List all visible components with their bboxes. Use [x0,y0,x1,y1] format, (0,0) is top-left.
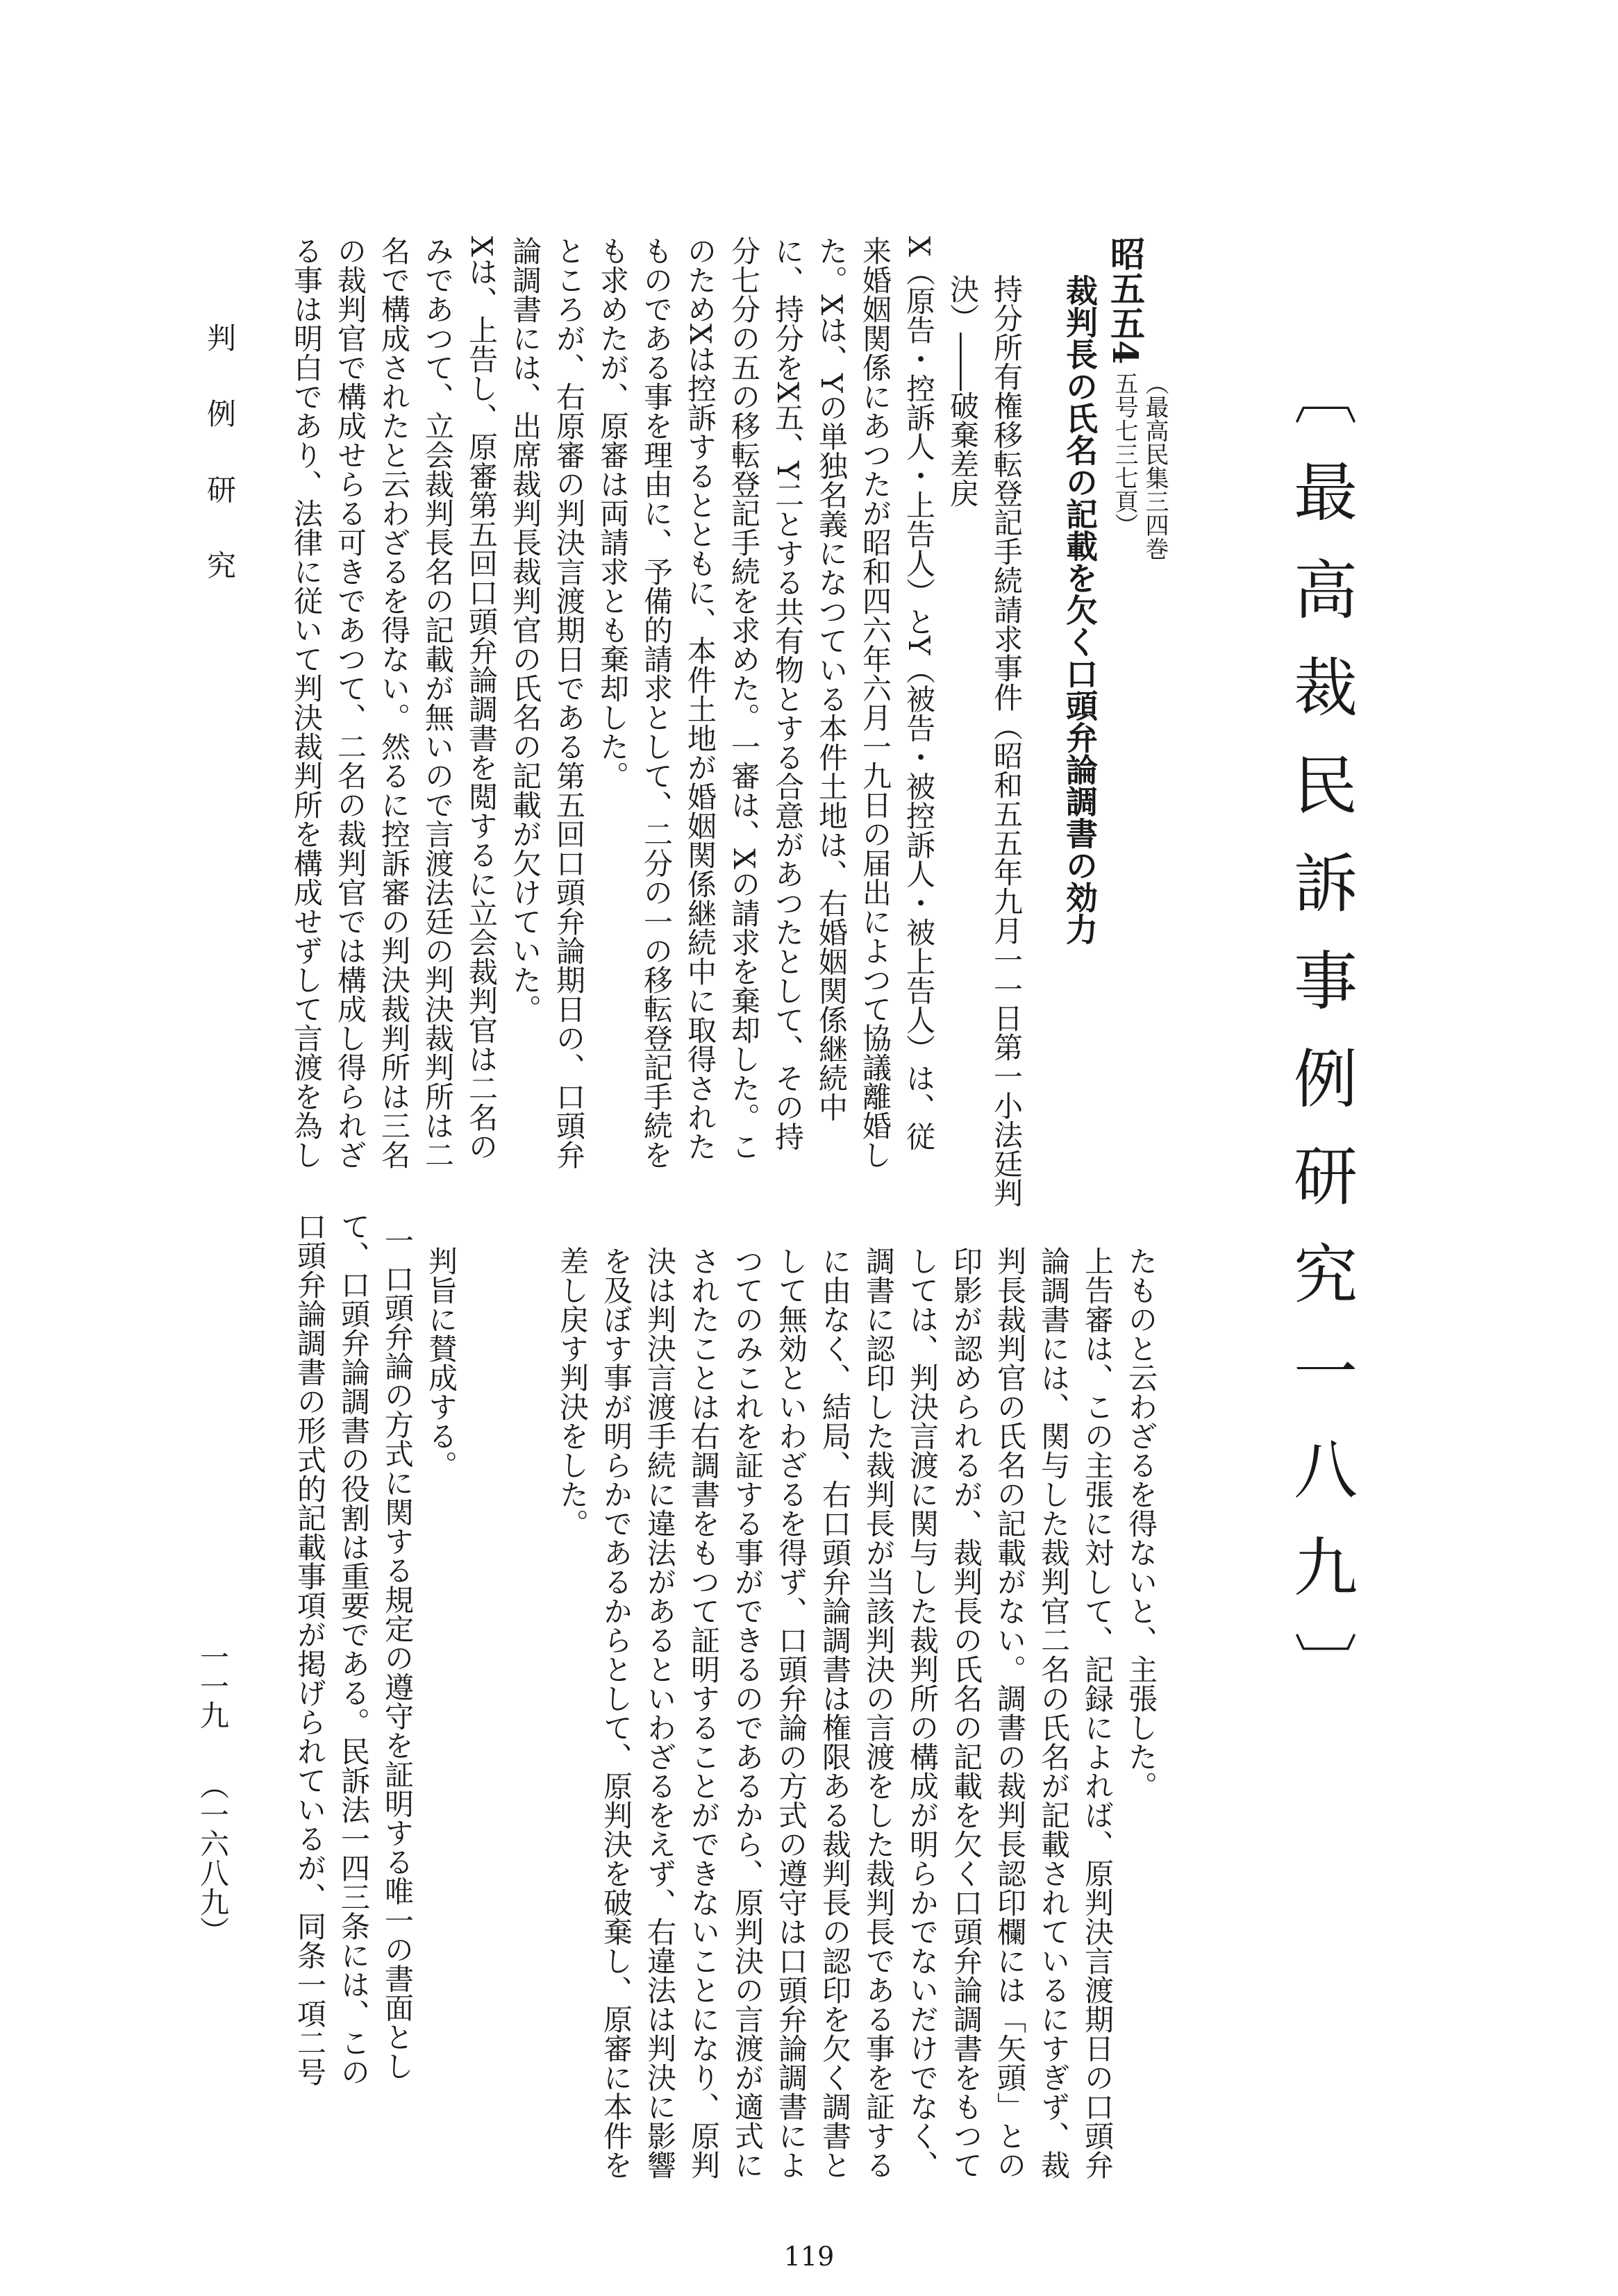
text-line: て、口頭弁論調書の役割は重要である。民訴法一四三条には、この [337,1212,371,2086]
text-line: して無効といわざるを得ず、口頭弁論の方式の遵守は口頭弁論調書によ [774,1246,808,2179]
footer-label: 判例研究 [203,323,237,626]
text-line: ところが、右原審の判決言渡期日である第五回口頭弁論期日の、口頭弁 [552,236,586,1169]
text-line: 上告審は、この主張に対して、記録によれば、原判決言渡期日の口頭弁 [1081,1246,1115,2179]
text-line: の裁判官で構成せらる可きであつて、二名の裁判官では構成し得られざ [333,236,367,1169]
text-line: 論調書には、出席裁判長裁判官の氏名の記載が欠けていた。 [508,236,542,1023]
text-line: 差し戻す判決をした。 [556,1246,590,1538]
text-line: のためXは控訴するとともに、本件土地が婚姻関係継続中に取得された [683,236,717,1161]
text-line: ものである事を理由に、予備的請求として、二分の一の移転登記手続を [640,236,674,1169]
text-line: X（原告・控訴人・上告人）とY（被告・被控訴人・被上告人）は、従 [902,236,936,1151]
text-line: に由なく、結局、右口頭弁論調書は権限ある裁判長の認印を欠く調書と [818,1246,852,2179]
text-line: 判旨に賛成する。 [424,1246,458,1480]
text-line: しては、判決言渡に関与した裁判所の構成が明らかでないだけでなく、 [906,1246,940,2179]
text-line: 印影が認められるが、裁判長の氏名の記載を欠く口頭弁論調書をもつて [949,1246,983,2179]
text-line: 決は判決言渡手続に違法があるといわざるをえず、右違法は判決に影響 [643,1246,677,2179]
case-number: 昭五五4 [1105,236,1146,364]
text-line: 来婚姻関係にあつたが昭和四六年六月一九日の届出によつて協議離婚し [858,236,892,1169]
text-line: 調書に認印した裁判長が当該判決の言渡をした裁判長である事を証する [862,1246,896,2179]
text-line: に、持分をX五、Y二とする共有物とする合意があつたとして、その持 [771,236,805,1151]
case-title: 裁判長の氏名の記載を欠く口頭弁論調書の効力 [1061,274,1099,945]
citation-line-1: （最高民集三四巻 [1141,371,1169,560]
journal-title: 〔最高裁民訴事例研究一八九〕 [1283,361,1358,1729]
text-line: されたことは右調書をもつて証明することができないことになり、原判 [687,1246,721,2179]
text-line: も求めたが、原審は両請求とも棄却した。 [596,236,630,790]
page-number: 119 [783,2241,835,2272]
text-line: た。Xは、Yの単独名義になつている本件土地は、右婚姻関係継続中 [815,236,849,1122]
text-line: みであつて、立会裁判長名の記載が無いので言渡法廷の判決裁判所は二 [421,236,455,1169]
page-kanji: 一一九 [196,1642,230,1729]
text-line: つてのみこれを証する事ができるのであるから、原判決の言渡が適式に [731,1246,765,2179]
text-line: Xは、上告し、原審第五回口頭弁論調書を閲するに立会裁判官は二名の [465,236,499,1161]
text-line: たものと云わざるを得ないと、主張した。 [1124,1246,1158,1800]
text-line: る事は明白であり、法律に従いて判決裁判所を構成せずして言渡を為し [290,236,324,1169]
case-citation [1106,371,1175,635]
text-line: 持分所有権移転登記手続請求事件（昭和五五年九月一一日第一小法廷判 [990,274,1024,1207]
text-line: 口頭弁論調書の形式的記載事項が掲げられているが、同条一項二号 [293,1212,327,2086]
page-kanji-paren: （一六八九） [196,1770,230,1945]
text-line: 判長裁判官の氏名の記載がない。調書の裁判長認印欄には「矢頭」との [993,1246,1027,2179]
text-line: 名で構成されたと云わざるを得ない。然るに控訴審の判決裁判所は三名 [377,236,411,1169]
text-line: 論調書には、関与した裁判官二名の氏名が記載されているにすぎず、裁 [1037,1246,1071,2179]
text-line: 一 口頭弁論の方式に関する規定の遵守を証明する唯一の書面とし [381,1225,415,2081]
text-line: 分七分の五の移転登記手続を求めた。一審は、Xの請求を棄却した。こ [727,236,761,1161]
text-line: を及ぼす事が明らかであるからとして、原判決を破棄し、原審に本件を [599,1246,633,2179]
citation-line-2: 五号七三七頁） [1110,371,1138,537]
text-line: 決）――破棄差戻 [946,274,980,508]
